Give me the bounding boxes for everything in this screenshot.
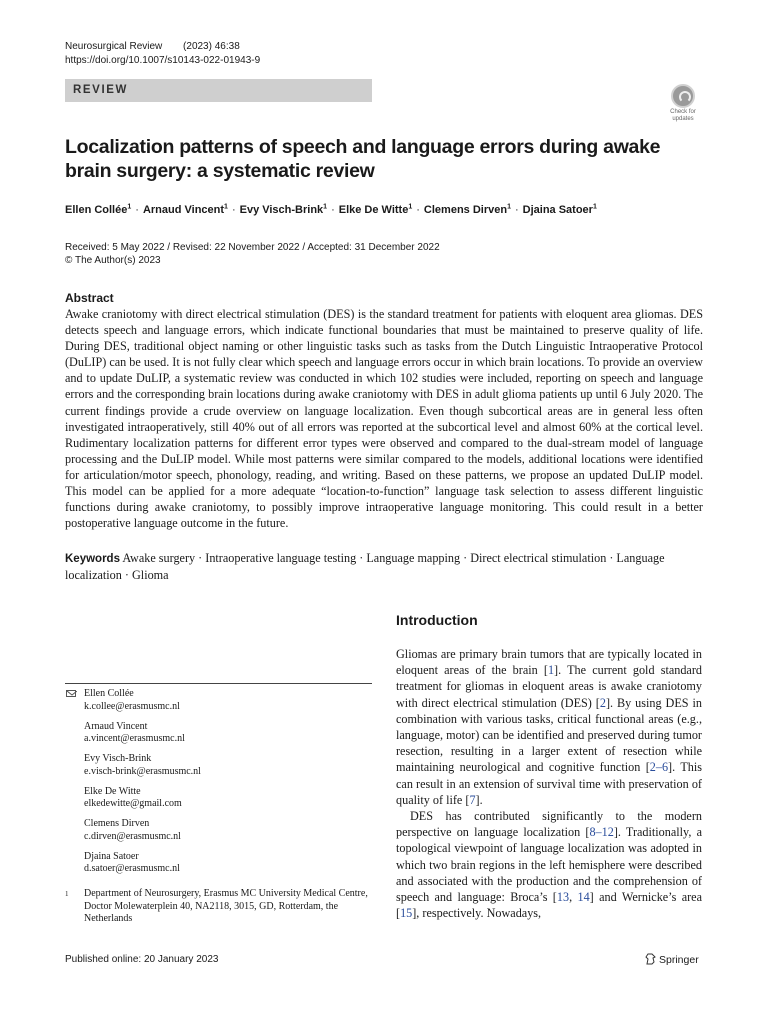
contact-entry [65, 688, 372, 713]
contact-entry [65, 818, 372, 843]
abstract-text: Awake craniotomy with direct electrical stimulation (DES) is the standard treatment for patients with eloquent area gliomas. DES detects speech and language errors, which indicate functional boundaries that must be maintained to preserve quality of life. During DES, traditional object naming or other linguistic tasks such as tasks from the Dutch Linguistic Intraoperative Protocol (DuLIP) can be used. It is not fully clear which speech and language errors occur in which brain locations. To provide an overview and to update DuLIP, a systematic review was conducted in which 102 studies were included, reporting on speech and language errors and the corresponding brain locations during awake craniotomy with DES in adult glioma patients up until 6 July 2020. The current findings provide a crude overview on language localization. Even though subcortical areas are in general less often investigated intraoperatively, still 40% out of all errors was reported at the subcortical level and almost 60% at the cortical level. Rudimentary localization patterns for different error types were observed and compared to the dual-stream model of language processing and the DuLIP model. While most patterns were similar compared to the models, additional locations were identified for articulation/motor speech, phonology, reading, and writing. Based on these patterns, we propose an updated DuLIP model. This model can be applied for a more adequate “location-to-function” language task selection to assess different linguistic functions during awake craniotomy, to possibly improve intraoperative language monitoring. This could result in a better postoperative language outcome in the future. [65, 307, 703, 531]
copyright-notice: © The Author(s) 2023 [65, 255, 161, 266]
intro-text-run: DES has contributed significantly to the modern perspective on language localization [ [396, 809, 702, 840]
contact-name: Arnaud Vincent [84, 720, 148, 732]
contact-name: Clemens Dirven [84, 818, 150, 829]
contact-entry [65, 753, 372, 778]
intro-paragraph-2 [396, 808, 702, 921]
contact-entry [65, 851, 372, 876]
author-affiliation-mark: 1 [127, 203, 132, 210]
article-title [65, 135, 665, 183]
article-type-band: REVIEW [65, 79, 372, 102]
keywords-list: Awake surgery · Intraoperative language testing · Language mapping · Direct electrical stimulation · Language localization · Glioma [65, 551, 665, 583]
author-name[interactable]: Elke De Witte$^1$ [338, 203, 413, 216]
intro-text-run: Gliomas are primary brain tumors that are typically located in eloquent areas of the brain [ [396, 647, 702, 678]
journal-volume: (2023) 46:38 [183, 41, 240, 52]
contact-email[interactable]: d.satoer@erasmusmc.nl [84, 863, 180, 874]
title-line-1: Localization patterns of speech and language errors during awake [65, 136, 661, 158]
contact-entry [65, 786, 372, 811]
contact-name: Ellen Collée [84, 688, 134, 699]
update-icon [671, 84, 695, 108]
intro-text-run: ], respectively. Nowadays, [412, 906, 542, 921]
author-separator: · [135, 203, 139, 216]
title-line-2: brain surgery: a systematic review [65, 160, 375, 182]
author-affiliation-mark: 1 [507, 203, 511, 210]
citation-link[interactable]: 13 [556, 890, 570, 905]
author-name[interactable]: Ellen Collée$^1$ [65, 203, 132, 216]
journal-header [65, 41, 240, 52]
check-updates-line2: updates [672, 116, 694, 122]
contact-email[interactable]: k.collee@erasmusmc.nl [84, 700, 180, 712]
intro-text-run: ]. Traditionally, a topological viewpoint of language localization was adopted in which two brain regions in the left hemisphere were described and associated with the production and the comprehension of speech and language: Broca’s [ [396, 825, 703, 905]
intro-paragraph-1 [396, 646, 702, 808]
intro-text-run: ]. [475, 792, 483, 807]
intro-text-run: ]. By using DES in combination with various tasks, critical functional areas (e.g., language, motor) can be identified and preserved during tumor resection, resulting in a larger extent of resection while maintaining neurological and cognitive function [ [396, 695, 702, 775]
publisher-logo [645, 953, 699, 968]
check-for-updates-button[interactable] [664, 84, 702, 124]
doi-link[interactable]: https://doi.org/10.1007/s10143-022-01943-9 [65, 55, 261, 66]
footnote-divider [65, 683, 372, 684]
article-dates [65, 241, 440, 267]
author-name[interactable]: Arnaud Vincent$^1$ [142, 203, 228, 216]
author-separator: · [416, 203, 420, 216]
springer-horse-icon [645, 953, 656, 968]
abstract-heading: Abstract [65, 291, 114, 305]
citation-link[interactable]: 15 [400, 906, 413, 921]
affiliation [65, 888, 372, 926]
author-affiliation-mark: 1 [592, 203, 597, 210]
author-list [65, 203, 725, 216]
contact-entry [65, 721, 372, 746]
citation-link[interactable]: 8–12 [589, 825, 614, 840]
author-separator: · [331, 203, 335, 216]
citation-link[interactable]: 2 [599, 695, 606, 710]
contact-name: Evy Visch-Brink [84, 753, 152, 764]
contact-name: Elke De Witte [84, 785, 141, 797]
intro-text-run: ] and Wernicke’s area [ [396, 890, 702, 921]
citation-link[interactable]: 14 [577, 890, 590, 905]
citation-link[interactable]: 2–6 [649, 760, 669, 775]
envelope-icon [66, 690, 76, 697]
intro-text-run: ]. This can result in an extension of survival time with preservation of quality of life [ [396, 760, 702, 807]
author-affiliation-mark: 1 [224, 203, 228, 210]
keywords-heading: Keywords [65, 553, 120, 565]
citation-link[interactable]: 1 [547, 663, 555, 678]
contact-email[interactable]: c.dirven@erasmusmc.nl [84, 830, 181, 842]
check-updates-line1: Check for [670, 109, 696, 115]
affiliation-text: Department of Neurosurgery, Erasmus MC University Medical Centre, Doctor Molewaterplein 40, NA2118, 3015, GD, Rotterdam, the Netherlands [84, 888, 368, 924]
intro-text-run: , [569, 890, 578, 905]
author-name[interactable]: Clemens Dirven$^1$ [423, 203, 511, 216]
introduction-heading: Introduction [396, 612, 478, 628]
contact-email[interactable]: elkedewitte@gmail.com [84, 798, 182, 809]
contact-email[interactable]: e.visch-brink@erasmusmc.nl [84, 765, 201, 777]
history-dates: Received: 5 May 2022 / Revised: 22 November 2022 / Accepted: 31 December 2022 [65, 242, 440, 253]
author-separator: · [231, 203, 236, 216]
intro-text-run: ]. The current gold standard treatment for gliomas in eloquent areas is awake craniotomy with direct electrical stimulation (DES) [ [396, 663, 702, 710]
contact-name: Djaina Satoer [84, 850, 139, 862]
author-contacts [65, 688, 372, 883]
introduction-text [396, 646, 702, 921]
journal-name: Neurosurgical Review [65, 41, 163, 52]
author-name[interactable]: Djaina Satoer$^1$ [522, 203, 597, 216]
contact-email[interactable]: a.vincent@erasmusmc.nl [84, 733, 185, 744]
author-affiliation-mark: 1 [323, 203, 328, 210]
author-affiliation-mark: 1 [408, 203, 413, 210]
author-name[interactable]: Evy Visch-Brink$^1$ [239, 203, 328, 216]
publisher-name: Springer [659, 954, 699, 966]
author-separator: · [514, 203, 519, 216]
citation-link[interactable]: 7 [469, 792, 476, 807]
affiliation-number: 1 [65, 890, 69, 898]
published-date: Published online: 20 January 2023 [65, 954, 219, 965]
keywords [65, 550, 703, 583]
